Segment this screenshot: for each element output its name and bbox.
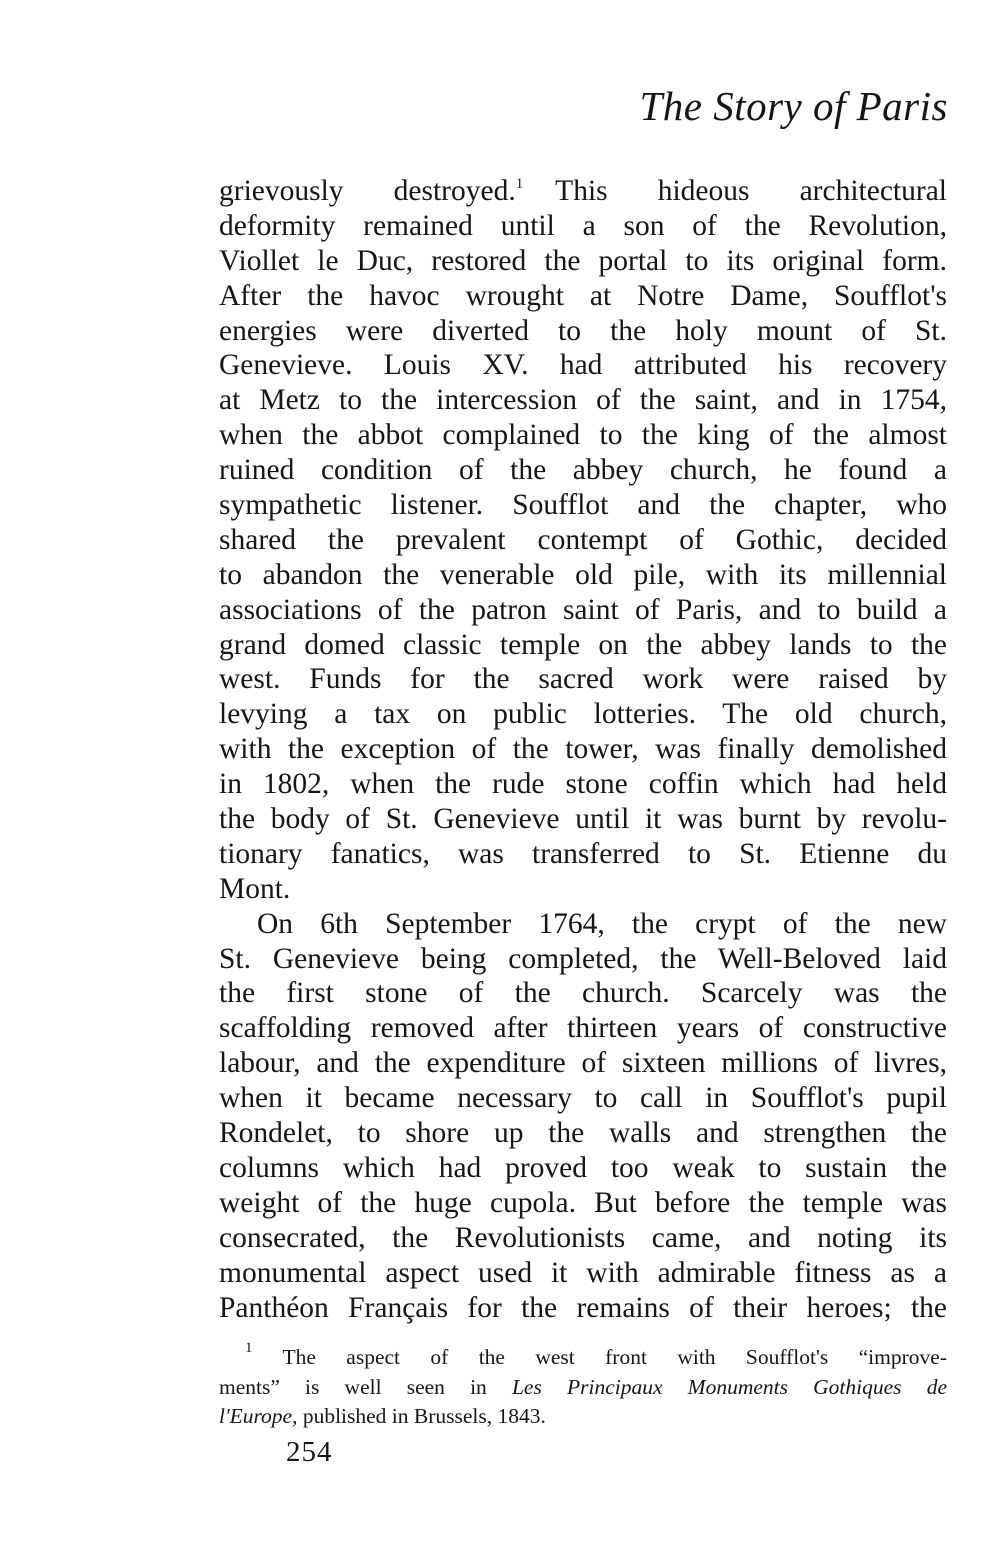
text-line: Panthéon Français for the remains of their heroes; the xyxy=(219,1291,947,1324)
text-line: tionary fanatics, was transferred to St. Etienne du xyxy=(219,837,947,870)
footnote-italic-title: l'Europe xyxy=(219,1404,293,1428)
footnote-italic-title: Les Principaux Monuments Gothiques de xyxy=(511,1374,947,1399)
text-line: grand domed classic temple on the abbey lands to the xyxy=(219,628,947,661)
footnote-marker: 1 xyxy=(245,1340,253,1356)
text-line: when the abbot complained to the king of the almost xyxy=(219,419,947,452)
text-line: with the exception of the tower, was finally demolished xyxy=(219,733,947,766)
text-line: consecrated, the Revolutionists came, and noting its xyxy=(219,1221,947,1254)
text-line: associations of the patron saint of Paris, and to build a xyxy=(219,593,947,626)
body-text xyxy=(219,174,947,1325)
text-line: Viollet le Duc, restored the portal to its original form. xyxy=(219,244,947,277)
footnote-text: , published in Brussels, 1843. xyxy=(292,1404,546,1428)
text-line-lead: grievously destroyed. xyxy=(219,175,516,207)
footnote-line xyxy=(219,1373,947,1403)
text-line: the first stone of the church. Scarcely was the xyxy=(219,977,947,1010)
text-line: to abandon the venerable old pile, with its millennial xyxy=(219,558,947,591)
paragraph-start: On 6th September 1764, the crypt of the new xyxy=(257,907,947,940)
text-line: After the havoc wrought at Notre Dame, Soufflot's xyxy=(219,279,947,312)
footnote-text: The aspect of the west front with Soufflot's “improve- xyxy=(282,1345,947,1369)
footnote-line xyxy=(219,1402,947,1432)
text-line: the body of St. Genevieve until it was burnt by revolu- xyxy=(219,803,947,836)
text-line: west. Funds for the sacred work were raised by xyxy=(219,663,947,696)
text-line: Genevieve. Louis XV. had attributed his recovery xyxy=(219,349,947,382)
text-line: Rondelet, to shore up the walls and strengthen the xyxy=(219,1117,947,1150)
text-line: when it became necessary to call in Soufflot's pupil xyxy=(219,1082,947,1115)
text-line: St. Genevieve being completed, the Well-Beloved laid xyxy=(219,942,947,975)
text-line: weight of the huge cupola. But before the temple was xyxy=(219,1186,947,1219)
text-line-tail xyxy=(523,175,555,207)
text-line xyxy=(219,174,947,209)
running-head: The Story of Paris xyxy=(639,83,948,129)
text-line: monumental aspect used it with admirable fitness as a xyxy=(219,1256,947,1289)
text-line: labour, and the expenditure of sixteen millions of livres, xyxy=(219,1047,947,1080)
text-line: in 1802, when the rude stone coffin which had held xyxy=(219,768,947,801)
page-number: 254 xyxy=(286,1436,333,1468)
text-line: shared the prevalent contempt of Gothic, decided xyxy=(219,523,947,556)
footnote-text: ments” is well seen in xyxy=(219,1374,512,1399)
footnote xyxy=(219,1340,947,1432)
text-line: deformity remained until a son of the Revolution, xyxy=(219,209,947,242)
footnote-reference: 1 xyxy=(515,176,524,192)
footnote-line xyxy=(219,1340,947,1373)
text-line: sympathetic listener. Soufflot and the chapter, who xyxy=(219,489,947,522)
text-line: at Metz to the intercession of the saint, and in 1754, xyxy=(219,384,947,417)
text-line: Mont. xyxy=(219,872,291,905)
text-line: ruined condition of the abbey church, he found a xyxy=(219,454,947,487)
text-line-tail: This hideous architectural xyxy=(555,175,947,207)
text-line: energies were diverted to the holy mount of St. xyxy=(219,314,947,347)
text-line: levying a tax on public lotteries. The old church, xyxy=(219,698,947,731)
text-line: columns which had proved too weak to sustain the xyxy=(219,1151,947,1184)
text-line: scaffolding removed after thirteen years of constructive xyxy=(219,1012,947,1045)
